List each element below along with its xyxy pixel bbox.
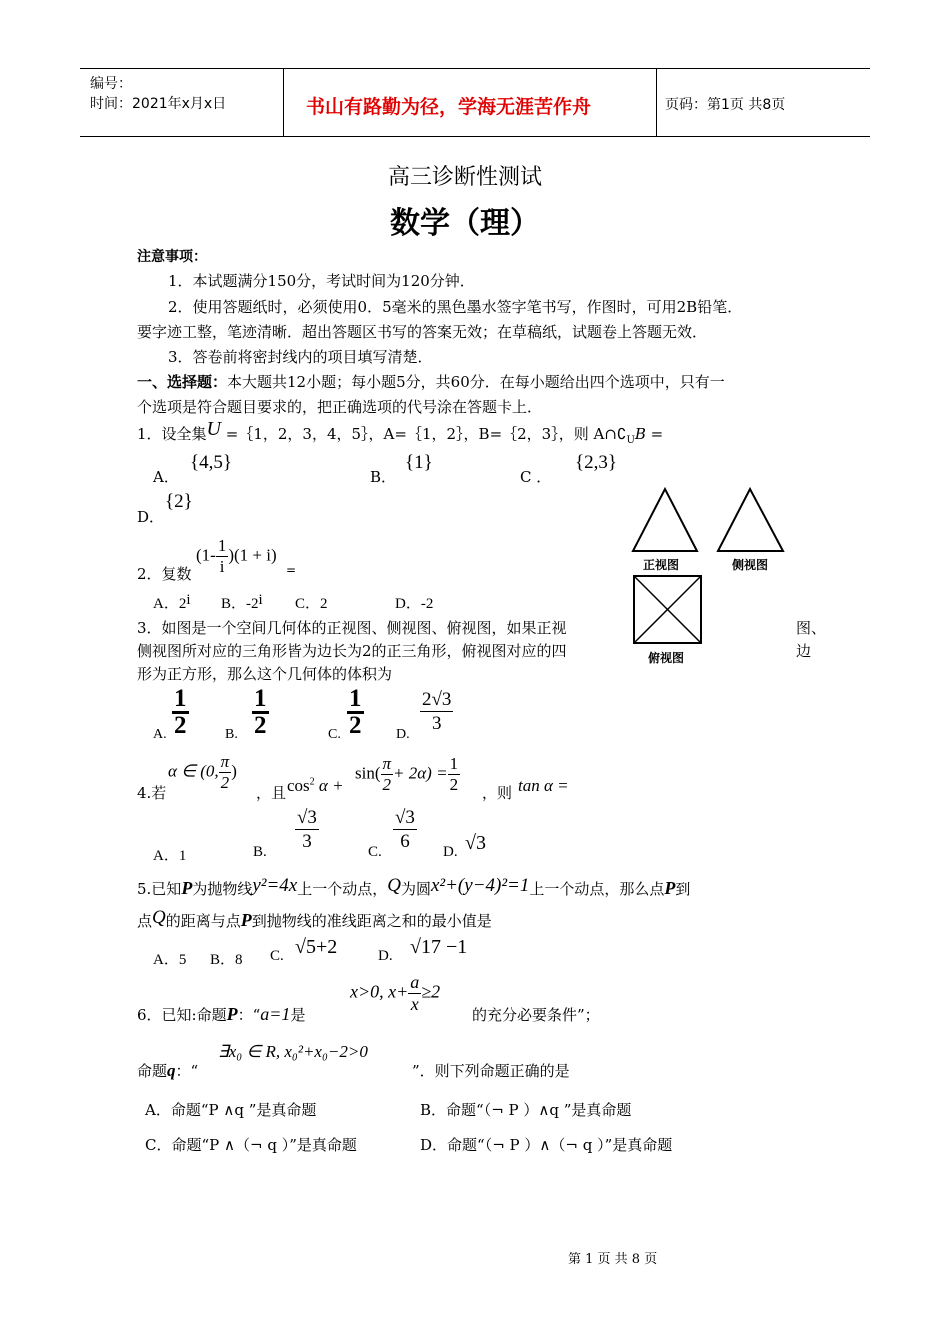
q3-opt-b-label: B. (225, 727, 238, 742)
q1-opt-c-label: C ． (520, 468, 552, 486)
q4-opt-c-frac (393, 806, 417, 853)
side-view-triangle (718, 489, 783, 551)
q6-l2c: ”．则下列命题正确的是 (412, 1062, 570, 1080)
q4-stem: 4.若 (137, 784, 167, 802)
q6-opt-d: D．命题“（¬ P ）∧（¬ q ）”是真命题 (420, 1136, 673, 1154)
q4-half-den: 2 (449, 775, 459, 794)
q4-condition (168, 752, 237, 793)
q3-line-1: 3．如图是一个空间几何体的正视图、侧视图、俯视图，如果正视 (137, 619, 567, 637)
q2-stem: 2．复数 (137, 565, 192, 583)
q2-fraction (216, 536, 229, 577)
q3-line-1-end: 图、 (796, 619, 827, 637)
motto-text: 书山有路勤为径，学海无涯苦作舟 (306, 96, 592, 118)
q5-l1a: 5.已知 (137, 880, 182, 898)
q6-cond-frac (408, 972, 421, 1015)
q4-sin-pi: π (382, 754, 392, 773)
q6-l1d: 的充分必要条件”； (472, 1006, 600, 1024)
q3-opt-b-den: 2 (254, 712, 267, 739)
q5-l1c: 上一个动点， (297, 880, 388, 898)
q1-stem-end: B = (634, 425, 664, 443)
q3-opt-a-den: 2 (174, 712, 187, 739)
q5-opt-c-value: √5+2 (295, 936, 338, 958)
q4-sin-term (355, 754, 460, 795)
q6-line-2a (137, 1060, 198, 1081)
q3-opt-d-frac (420, 688, 453, 735)
q4-opt-b-frac (295, 806, 319, 853)
q3-opt-c-label: C. (328, 727, 341, 742)
q6-q: q (167, 1061, 176, 1080)
q3-opt-d-label: D. (396, 727, 410, 742)
exam-title: 数学（理） (390, 206, 540, 241)
section1-heading: 一、选择题： (137, 373, 228, 391)
q3-line-3: 形为正方形，那么这个几何体的体积为 (137, 665, 393, 683)
q5-opt-a: A．5 (153, 952, 187, 968)
q4-cos-term (287, 776, 344, 796)
q4-cond-close: ) (231, 761, 237, 781)
q5-line-1 (137, 875, 691, 900)
q1-stem-post: =｛1，2，3，4，5｝，A=｛1，2｝，B=｛2，3｝，则 A∩∁ (221, 425, 627, 443)
q5-opt-b: B．8 (210, 952, 243, 968)
q5-circle: x²+(y−4)²=1 (430, 875, 530, 896)
q3-opt-c-den: 2 (349, 712, 362, 739)
q4-sin: sin( (355, 763, 381, 783)
header-right-cell (657, 69, 870, 136)
q6-cond-den: x (410, 994, 419, 1014)
q1-opt-d-label: D． (137, 508, 165, 526)
q3-opt-d-den: 3 (431, 713, 442, 734)
q2-opt-b-text: B．-2 (221, 596, 259, 612)
q5-l1e: 上一个动点，那么点 (529, 880, 665, 898)
q3-opt-a-num: 1 (174, 685, 187, 712)
q4-opt-b-num: √3 (297, 807, 317, 828)
q6-line-1a (137, 1004, 305, 1025)
q4-and: ，且 (256, 784, 287, 802)
q6-expression: ∃x₀ ∈ R, x₀²+x₀−2>0 (218, 1042, 368, 1061)
time-label: 时间：2021年x月x日 (90, 96, 227, 112)
q5-line-2 (137, 907, 492, 932)
section1-line1 (137, 371, 725, 392)
q1-opt-d-value: {2} (165, 491, 193, 512)
exam-subtitle: 高三诊断性测试 (388, 165, 543, 190)
q6-l1c: 是 (290, 1006, 306, 1024)
q2-opt-b-i: i (258, 592, 263, 608)
q4-cond-text: α ∈ (0, (168, 761, 219, 781)
q2-expr-right: )(1 + i) (228, 545, 277, 565)
q3-opt-c-num: 1 (349, 685, 362, 712)
q4-cos-tail: α + (314, 776, 344, 795)
front-view-triangle (633, 489, 697, 551)
notice-item-3: 3．答卷前将密封线内的项目填写清楚． (168, 348, 433, 366)
q4-opt-c-num: √3 (395, 807, 415, 828)
q6-l1b: ：“ (237, 1006, 261, 1024)
q6-opt-a: A．命题“P ∧q ”是真命题 (145, 1101, 317, 1119)
q4-then: ，则 (482, 784, 513, 802)
q2-frac-num: 1 (217, 536, 227, 555)
q2-opt-a-text: A．2 (153, 596, 187, 612)
q6-condition (350, 972, 440, 1015)
q4-half-frac (448, 754, 461, 795)
q6-cond-a: x>0, x+ (350, 981, 409, 1002)
q1-sub-u: U (626, 435, 635, 446)
footer-page-number: 第 1 页 共 8 页 (568, 1252, 658, 1267)
q4-cond-frac (219, 752, 232, 793)
q3-opt-b-frac (252, 687, 269, 738)
q3-opt-b-num: 1 (254, 685, 267, 712)
q1-opt-a-value: {4,5} (190, 452, 232, 473)
notice-item-1: 1．本试题满分150分，考试时间为120分钟． (168, 272, 475, 290)
q2-expr-left: (1- (196, 545, 216, 565)
q5-q2: Q (152, 907, 166, 928)
q4-opt-c-den: 6 (400, 831, 410, 852)
q6-opt-b: B．命题“（¬ P ）∧q ”是真命题 (420, 1101, 632, 1119)
q3-label-side: 侧视图 (732, 558, 769, 572)
q4-half-num: 1 (449, 754, 459, 773)
q2-opt-a (153, 592, 191, 613)
q4-opt-d-label: D. (443, 844, 458, 860)
q5-l1f: 到 (675, 880, 691, 898)
q1-opt-c-value: {2,3} (575, 452, 617, 473)
q4-opt-b-label: B. (253, 844, 267, 860)
q5-p2: P (664, 878, 676, 898)
q6-l2b: ：“ (175, 1062, 199, 1080)
q4-cond-2: 2 (220, 773, 230, 792)
q5-l1b: 为抛物线 (192, 880, 253, 898)
q6-l1a: 6．已知:命题 (137, 1006, 227, 1024)
q4-sin-frac (381, 754, 394, 795)
q5-p: P (181, 878, 193, 898)
q2-opt-a-i: i (186, 592, 191, 608)
q3-opt-c-frac (347, 687, 364, 738)
q4-opt-c-label: C. (368, 844, 382, 860)
q4-sin-2: 2 (382, 775, 392, 794)
q5-l2a: 点 (137, 912, 153, 930)
q3-opt-a-frac (172, 687, 189, 738)
q4-cos: cos (287, 776, 310, 795)
header-table (80, 68, 870, 137)
q1-var-u: U (206, 418, 221, 440)
q5-l2b: 的距离与点 (165, 912, 241, 930)
q5-l1d: 为圆 (400, 880, 431, 898)
q5-l2c: 到抛物线的准线距离之和的最小值是 (251, 912, 492, 930)
q1-stem (137, 418, 664, 446)
q3-label-front: 正视图 (643, 558, 680, 572)
q2-opt-b (221, 592, 263, 613)
q4-cond-pi: π (220, 752, 230, 771)
q1-stem-pre: 1．设全集 (137, 425, 207, 443)
q5-opt-d-label: D. (378, 948, 393, 964)
q6-a1: a=1 (260, 1004, 291, 1024)
q5-opt-d-value: √17 −1 (410, 936, 468, 958)
q5-p3: P (240, 910, 252, 930)
q3-line-2: 侧视图所对应的三角形皆为边长为2的正三角形，俯视图对应的四 (137, 642, 567, 660)
q2-frac-den: i (219, 557, 225, 576)
q6-p: P (226, 1004, 238, 1024)
header-middle-cell (284, 69, 657, 136)
notice-item-2b: 要字迹工整，笔迹清晰．超出答题区书写的答案无效；在草稿纸，试题卷上答题无效． (137, 323, 708, 341)
q2-opt-d: D．-2 (395, 596, 434, 612)
notice-item-2a: 2．使用答题纸时，必须使用0．5毫米的黑色墨水签字笔书写，作图时，可用2B铅笔． (168, 298, 743, 316)
section1-intro-b: 个选项是符合题目要求的，把正确选项的代号涂在答题卡上． (137, 398, 543, 416)
page-info: 页码：第1页 共8页 (665, 97, 786, 113)
q4-tan: tan α = (518, 776, 569, 795)
q3-label-top: 俯视图 (648, 651, 685, 665)
q2-eq: = (286, 563, 297, 577)
section1-intro-a: 本大题共12小题；每小题5分，共60分．在每小题给出四个选项中，只有一 (227, 373, 725, 391)
q3-opt-a-label: A. (153, 727, 167, 742)
q4-opt-b-den: 3 (302, 831, 312, 852)
q6-cond-num: a (410, 972, 420, 992)
q6-cond-b: ≥2 (421, 981, 441, 1002)
q4-sin-tail: + 2α) = (393, 763, 448, 783)
q5-q: Q (387, 875, 401, 896)
q5-opt-c-label: C. (270, 948, 284, 964)
q1-opt-a-label: A． (153, 468, 179, 486)
header-left-cell (80, 69, 284, 136)
q3-line-2-end: 边 (796, 642, 812, 660)
q1-opt-b-value: {1} (405, 452, 433, 473)
q6-opt-c: C．命题“P ∧（¬ q ）”是真命题 (145, 1136, 357, 1154)
q6-l2a: 命题 (137, 1062, 168, 1080)
q3-opt-d-num: 2√3 (422, 689, 452, 710)
q2-expression (196, 536, 277, 577)
q4-cos-sup: 2 (309, 776, 315, 788)
q4-opt-a: A．1 (153, 848, 187, 864)
serial-label: 编号： (90, 76, 132, 92)
q5-parabola: y²=4x (252, 875, 298, 896)
q4-opt-d-value: √3 (465, 832, 486, 854)
notice-heading: 注意事项： (137, 249, 207, 265)
q1-opt-b-label: B． (370, 468, 397, 486)
q2-opt-c: C．2 (295, 596, 328, 612)
